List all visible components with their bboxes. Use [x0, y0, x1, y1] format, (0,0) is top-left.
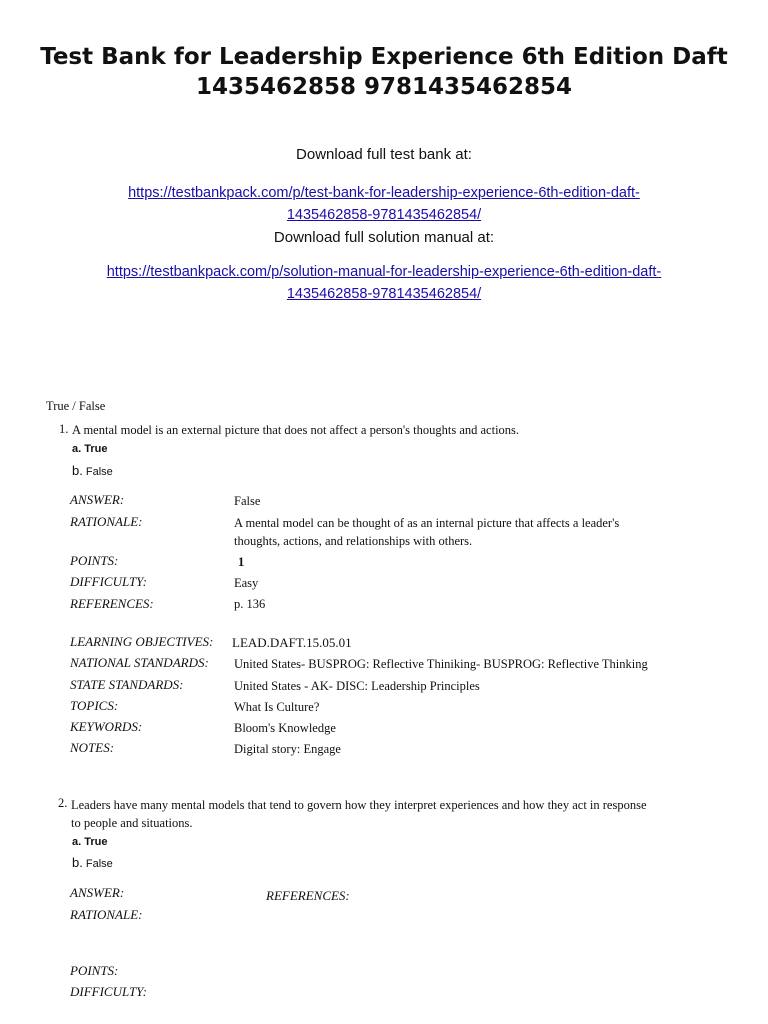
- national-standards-value: United States- BUSPROG: Reflective Thiniking- BUSPROG: Reflective Thinking: [234, 657, 648, 671]
- question-1-option-b[interactable]: [72, 463, 113, 478]
- option-b-letter: b.: [72, 463, 83, 478]
- title-line-1: Test Bank for Leadership Experience 6th Edition Daft: [40, 44, 728, 70]
- question-2-option-a[interactable]: [72, 836, 107, 848]
- points-label: POINTS:: [70, 553, 119, 568]
- option-a-text: True: [84, 443, 108, 455]
- question-1-number: 1.: [59, 422, 69, 436]
- download-test-bank-label: Download full test bank at:: [296, 146, 472, 163]
- section-heading: True / False: [46, 399, 106, 413]
- q2-rationale-label: RATIONALE:: [70, 907, 143, 922]
- points-value: 1: [238, 555, 245, 569]
- rationale-value: [234, 514, 619, 550]
- solution-link-line-2[interactable]: 1435462858-9781435462854/: [286, 286, 482, 302]
- question-2-line-2: to people and situations.: [71, 816, 193, 830]
- option-b-text: False: [85, 858, 113, 870]
- q2-points-label: POINTS:: [70, 963, 119, 978]
- title-line-2: 1435462858 9781435462854: [195, 74, 573, 100]
- state-standards-value: United States - AK- DISC: Leadership Principles: [234, 679, 480, 693]
- option-a-letter: a.: [72, 443, 82, 455]
- option-a-text: True: [84, 836, 108, 848]
- rationale-label: RATIONALE:: [70, 514, 143, 529]
- state-standards-label: STATE STANDARDS:: [70, 677, 184, 692]
- test-bank-link[interactable]: [0, 182, 768, 226]
- solution-link-line-1[interactable]: https://testbankpack.com/p/solution-manual-for-leadership-experience-6th-edition-daft-: [106, 264, 662, 280]
- references-value: p. 136: [234, 597, 266, 611]
- option-b-text: False: [85, 466, 113, 478]
- rationale-line-2: thoughts, actions, and relationships with others.: [234, 534, 473, 548]
- question-2-option-b[interactable]: [72, 855, 113, 870]
- question-2-text: [71, 796, 647, 832]
- keywords-value: Bloom's Knowledge: [234, 721, 336, 735]
- keywords-label: KEYWORDS:: [70, 719, 143, 734]
- test-bank-link-line-2[interactable]: 1435462858-9781435462854/: [286, 207, 482, 223]
- notes-label: NOTES:: [70, 740, 115, 755]
- download-solution-label: Download full solution manual at:: [273, 229, 495, 246]
- option-b-letter: b.: [72, 855, 83, 870]
- q2-references-label: REFERENCES:: [266, 888, 350, 903]
- references-label: REFERENCES:: [70, 596, 154, 611]
- answer-label: ANSWER:: [70, 492, 125, 507]
- option-a-letter: a.: [72, 836, 82, 848]
- learning-objectives-value: LEAD.DAFT.15.05.01: [232, 635, 352, 650]
- test-bank-link-line-1[interactable]: https://testbankpack.com/p/test-bank-for-leadership-experience-6th-edition-daft-: [128, 185, 640, 201]
- q2-difficulty-label: DIFFICULTY:: [70, 984, 147, 999]
- q2-answer-label: ANSWER:: [70, 885, 125, 900]
- learning-objectives-label: LEARNING OBJECTIVES:: [70, 634, 214, 649]
- question-2-line-1: Leaders have many mental models that tend to govern how they interpret experiences and how they act in response: [71, 798, 647, 812]
- national-standards-label: NATIONAL STANDARDS:: [70, 655, 209, 670]
- question-2-number: 2.: [58, 796, 68, 810]
- notes-value: Digital story: Engage: [234, 742, 341, 756]
- topics-value: What Is Culture?: [234, 700, 320, 714]
- rationale-line-1: A mental model can be thought of as an internal picture that affects a leader's: [234, 516, 620, 530]
- answer-value: False: [234, 494, 261, 508]
- solution-manual-link[interactable]: [0, 261, 768, 305]
- question-1-option-a[interactable]: [72, 443, 107, 455]
- difficulty-label: DIFFICULTY:: [70, 574, 147, 589]
- topics-label: TOPICS:: [70, 698, 119, 713]
- difficulty-value: Easy: [234, 576, 259, 590]
- question-1-text: A mental model is an external picture that does not affect a person's thoughts and actions.: [72, 423, 520, 437]
- document-title: [0, 42, 768, 102]
